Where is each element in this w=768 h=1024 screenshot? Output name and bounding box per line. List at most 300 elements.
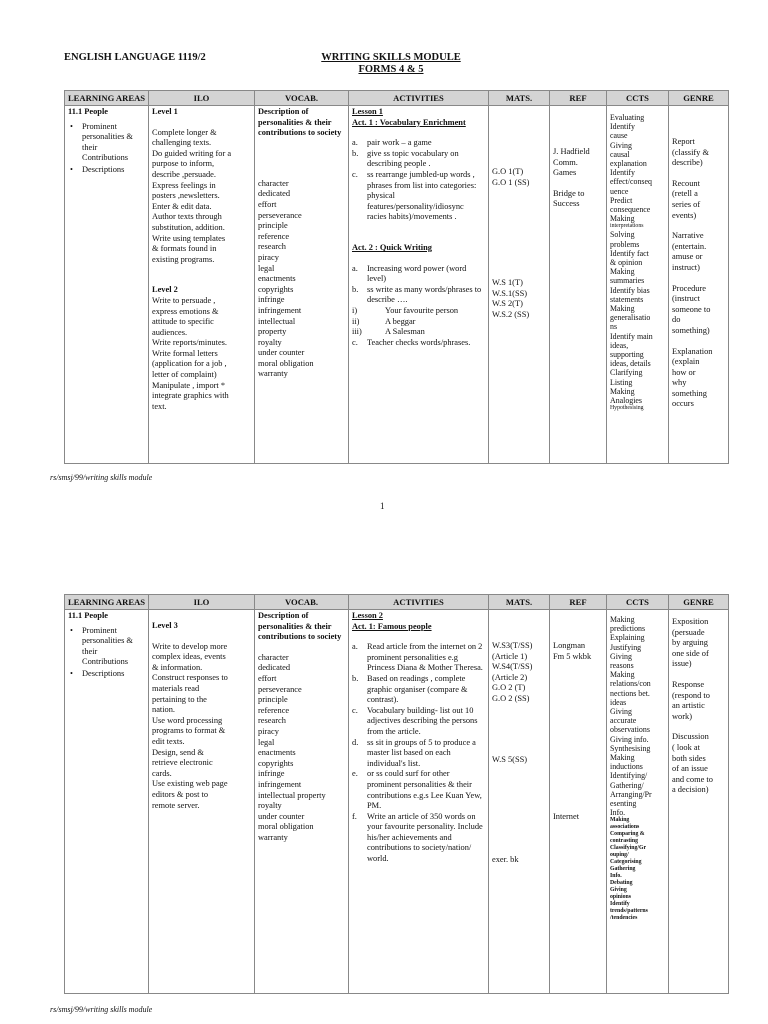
genre-line: Procedure	[672, 283, 706, 293]
ilo-line: letter of complaint)	[152, 370, 217, 380]
genre-line: both sides	[672, 753, 706, 763]
ccts-item: & opinion	[610, 258, 643, 268]
ref-cell	[550, 610, 607, 994]
genre-line: someone to	[672, 304, 711, 314]
page-number: 1	[380, 501, 385, 511]
list-item	[352, 327, 485, 338]
ilo-line: editors & post to	[152, 789, 209, 799]
item-text: Your favourite person	[385, 305, 459, 315]
ilo-line: integrate graphics with	[152, 391, 229, 401]
mats-cell	[489, 610, 550, 994]
ccts-item: Debating	[610, 880, 633, 887]
ilo-line: express emotions &	[152, 306, 219, 316]
level-heading: Level 1	[152, 107, 178, 116]
learning-area-cell	[65, 610, 149, 994]
vocab-word: perseverance	[258, 210, 302, 220]
material-item: W.S3(T/SS)	[492, 641, 533, 650]
activity-list	[352, 138, 485, 223]
genre-line: Response	[672, 679, 705, 689]
ccts-item: opinions	[610, 894, 631, 901]
area-bullets	[68, 626, 145, 680]
vocab-word: infringement	[258, 305, 302, 315]
module-table-2	[64, 594, 729, 994]
ccts-item: statements	[610, 294, 644, 304]
item-marker: b.	[352, 673, 359, 683]
ccts-item: relations/con	[610, 679, 651, 689]
list-item	[352, 138, 485, 149]
reference-item: Internet	[553, 812, 580, 822]
ilo-line: Do guided writing for a	[152, 148, 232, 158]
vocab-word: perseverance	[258, 684, 302, 694]
item-text: give ss topic vocabulary on describing people .	[367, 148, 459, 169]
col-genre: GENRE	[669, 595, 729, 610]
list-item	[352, 338, 485, 349]
activities-cell	[349, 610, 489, 994]
genre-cell	[669, 610, 729, 994]
ccts-item: Giving	[610, 707, 632, 717]
list-item	[352, 317, 485, 328]
list-item	[352, 306, 485, 317]
vocab-word: copyrights	[258, 758, 294, 768]
ccts-item: Synthesising	[610, 743, 651, 753]
ilo-line: substitution, addition.	[152, 222, 225, 232]
list-item: • Descriptions	[82, 165, 145, 176]
ccts-item: ideas	[610, 697, 627, 707]
material-item: W.S.2 (SS)	[492, 309, 530, 319]
vocab-cell	[255, 610, 349, 994]
ccts-item: Giving info.	[610, 734, 649, 744]
ilo-line: Express feelings in	[152, 180, 216, 190]
item-text: Teacher checks words/phrases.	[367, 337, 471, 347]
ccts-item: contrasting	[610, 838, 639, 845]
ccts-item: Giving	[610, 651, 632, 661]
vocab-word: enactments	[258, 748, 296, 758]
vocab-word: infringement	[258, 779, 302, 789]
ccts-item: Making	[610, 615, 635, 624]
activity-heading: Act. 2 : Quick Writing	[352, 242, 432, 252]
ccts-item: consequence	[610, 205, 651, 215]
ccts-item: Making	[610, 304, 635, 314]
ilo-line: text.	[152, 401, 167, 411]
col-activities: ACTIVITIES	[349, 91, 489, 106]
ccts-item: supporting	[610, 350, 644, 360]
genre-line: (entertain.	[672, 241, 707, 251]
ilo-line: programs to format &	[152, 726, 226, 736]
vocab-word: enactments	[258, 274, 296, 284]
ccts-item: Analogies	[610, 396, 642, 406]
col-genre: GENRE	[669, 91, 729, 106]
ccts-item: reasons	[610, 661, 634, 671]
vocab-word: dedicated	[258, 663, 291, 673]
reference-item: Bridge to	[553, 188, 585, 198]
item-text: Based on readings , complete graphic organiser (compare & contrast).	[367, 673, 468, 705]
ccts-item: interpretations	[610, 223, 644, 230]
vocab-word: property	[258, 327, 287, 337]
vocab-heading: Description of personalities & their contributions to society	[258, 107, 342, 138]
ccts-item: Clarifying	[610, 368, 643, 378]
ccts-item: Justifying	[610, 642, 642, 652]
ccts-item: /tendencies	[610, 915, 638, 922]
ccts-item: accurate	[610, 716, 637, 726]
vocab-word: royalty	[258, 801, 282, 811]
ilo-line: (application for a job ,	[152, 359, 227, 369]
ccts-item: ns	[610, 322, 618, 332]
genre-line: why	[672, 378, 687, 388]
reference-item: Fm 5 wkbk	[553, 651, 592, 661]
vocab-word: reference	[258, 705, 290, 715]
col-learning-areas: LEARNING AREAS	[65, 91, 149, 106]
sub-list	[352, 306, 485, 338]
col-ilo: ILO	[149, 91, 255, 106]
genre-line: ( look at	[672, 742, 700, 752]
list-item	[352, 812, 485, 865]
ccts-cell	[607, 106, 669, 464]
ilo-line: nation.	[152, 705, 176, 715]
ccts-item: Making	[610, 267, 635, 277]
item-marker: f.	[352, 811, 357, 821]
area-bullets	[68, 122, 145, 176]
item-marker: i)	[352, 305, 358, 315]
ccts-item: Predict	[610, 195, 633, 205]
document-header	[64, 52, 704, 82]
list-item	[352, 642, 485, 674]
genre-line: do	[672, 315, 681, 325]
ilo-cell	[149, 106, 255, 464]
vocab-word: character	[258, 178, 289, 188]
genre-line: and come to	[672, 774, 713, 784]
ilo-line: describe ,persuade.	[152, 169, 216, 179]
item-marker: a.	[352, 138, 358, 148]
genre-line: (persuade	[672, 627, 705, 637]
genre-line: something)	[672, 325, 710, 335]
ccts-item: uence	[610, 186, 629, 196]
activity-heading: Act. 1 : Vocabulary Enrichment	[352, 117, 466, 127]
ccts-item: problems	[610, 239, 640, 249]
reference-item: Games	[553, 168, 577, 178]
ccts-item: Identify fact	[610, 248, 649, 258]
list-item	[352, 149, 485, 170]
ccts-item: Hypothesising	[610, 405, 644, 412]
vocab-word: infringe	[258, 295, 285, 305]
ccts-item: Making	[610, 753, 635, 763]
item-marker: c.	[352, 169, 358, 179]
vocab-word: effort	[258, 673, 277, 683]
lesson-heading: Lesson 2	[352, 611, 383, 620]
ccts-item: causal	[610, 149, 630, 159]
ilo-cell	[149, 610, 255, 994]
ccts-item: Arranging/Pr	[610, 789, 652, 799]
col-ref: REF	[550, 91, 607, 106]
genre-line: (classify &	[672, 147, 709, 157]
col-ilo: ILO	[149, 595, 255, 610]
table-row	[65, 610, 729, 994]
vocab-word: piracy	[258, 252, 279, 262]
activities-cell	[349, 106, 489, 464]
item-marker: b.	[352, 284, 359, 294]
col-learning-areas: LEARNING AREAS	[65, 595, 149, 610]
col-mats: MATS.	[489, 595, 550, 610]
col-activities: ACTIVITIES	[349, 595, 489, 610]
list-item	[352, 264, 485, 285]
vocab-word: reference	[258, 231, 290, 241]
material-item: G.O 1 (SS)	[492, 177, 530, 187]
vocab-word: principle	[258, 221, 288, 231]
genre-line: a decision)	[672, 785, 709, 795]
genre-line: (retell a	[672, 189, 698, 199]
ilo-line: challenging texts.	[152, 138, 212, 148]
ilo-line: & information.	[152, 662, 203, 672]
reference-item: Success	[553, 199, 580, 209]
ilo-line: Complete longer &	[152, 127, 217, 137]
vocab-word: under counter	[258, 811, 305, 821]
vocab-word: warranty	[258, 369, 288, 379]
ilo-line: retrieve electronic	[152, 758, 213, 768]
list-item	[352, 285, 485, 306]
genre-line: describe)	[672, 158, 703, 168]
vocab-word: intellectual	[258, 316, 296, 326]
ilo-line: posters ,newsletters.	[152, 191, 220, 201]
ilo-line: materials read	[152, 683, 200, 693]
genre-line: by arguing	[672, 638, 708, 648]
material-item: (Article 1)	[492, 651, 528, 661]
item-marker: c.	[352, 337, 358, 347]
item-text: A Salesman	[385, 327, 425, 337]
ref-cell	[550, 106, 607, 464]
ilo-line: Write to persuade ,	[152, 295, 216, 305]
ilo-line: Write to develop more	[152, 641, 228, 651]
ccts-item: Making	[610, 386, 635, 396]
material-item: W.S.1(SS)	[492, 288, 528, 298]
ccts-item: Identify main	[610, 331, 653, 341]
ccts-item: Identify	[610, 122, 635, 132]
ilo-line: Enter & edit data.	[152, 201, 212, 211]
item-marker: ii)	[352, 316, 360, 326]
vocab-word: piracy	[258, 726, 279, 736]
ccts-item: explanation	[610, 159, 647, 169]
item-text: ss sit in groups of 5 to produce a master list based on each individual's list.	[367, 737, 476, 768]
vocab-word: principle	[258, 695, 288, 705]
vocab-cell	[255, 106, 349, 464]
list-item: • Descriptions	[82, 669, 145, 680]
genre-line: how or	[672, 367, 696, 377]
ilo-line: Use existing web page	[152, 779, 228, 789]
page-footer: rs/smsj/99/writing skills module	[50, 1005, 153, 1014]
material-item: W.S 1(T)	[492, 278, 523, 288]
genre-line: (explain	[672, 357, 700, 367]
ilo-line: Construct responses to	[152, 673, 228, 683]
item-text: ss write as many words/phrases to describe ….	[367, 284, 482, 305]
ccts-item: effect/conseq	[610, 177, 652, 187]
module-title-line2: FORMS 4 & 5	[358, 64, 424, 75]
genre-line: an artistic	[672, 701, 705, 711]
page-footer: rs/smsj/99/writing skills module	[50, 473, 153, 482]
vocab-word: under counter	[258, 348, 305, 358]
module-title	[316, 52, 466, 76]
ccts-item: Listing	[610, 377, 633, 387]
ccts-item: summaries	[610, 276, 645, 286]
learning-area-cell	[65, 106, 149, 464]
vocab-word: effort	[258, 199, 277, 209]
ccts-item: Giving	[610, 140, 632, 150]
table-header-row	[65, 595, 729, 610]
list-item	[352, 170, 485, 223]
level-heading: Level 3	[152, 621, 178, 630]
ccts-item: Explaining	[610, 633, 645, 643]
area-title: 11.1 People	[68, 611, 109, 620]
ccts-item: inductions	[610, 762, 643, 772]
ccts-item: ideas,	[610, 340, 629, 350]
vocab-word: warranty	[258, 832, 288, 842]
material-item: W.S4(T/SS)	[492, 662, 533, 672]
ccts-item: Giving	[610, 887, 627, 894]
material-item: G.O 2 (T)	[492, 683, 526, 693]
ilo-line: purpose to inform,	[152, 159, 215, 169]
reference-item: Longman	[553, 641, 586, 650]
list-item	[352, 738, 485, 770]
item-text: pair work – a game	[367, 138, 432, 148]
item-marker: e.	[352, 769, 358, 779]
level-heading: Level 2	[152, 285, 178, 295]
item-text: or ss could surf for other prominent personalities & their contributions e.g.s Lee Kuan Yew, PM.	[367, 769, 482, 811]
ccts-item: cause	[610, 131, 628, 141]
item-marker: a.	[352, 642, 358, 652]
item-text: A beggar	[385, 316, 416, 326]
item-text: Write an article of 350 words on your favourite personality. Include his/her achievements and contributions to society/nation/ world.	[367, 811, 483, 864]
ccts-item: Making	[610, 817, 630, 824]
vocab-word: infringe	[258, 769, 285, 779]
genre-line: instruct)	[672, 262, 700, 272]
ccts-item: observations	[610, 725, 650, 735]
material-item: (Article 2)	[492, 672, 528, 682]
ilo-line: Use word processing	[152, 715, 223, 725]
genre-line: (instruct	[672, 294, 700, 304]
vocab-word: moral obligation	[258, 358, 314, 368]
genre-line: amuse or	[672, 252, 703, 262]
vocab-word: copyrights	[258, 284, 294, 294]
item-text: Read article from the internet on 2 prominent personalities e.g Princess Diana & Mother Theresa.	[367, 642, 483, 673]
ilo-line: Write reports/minutes.	[152, 338, 228, 348]
col-ccts: CCTS	[607, 91, 669, 106]
ilo-line: edit texts.	[152, 736, 185, 746]
genre-cell	[669, 106, 729, 464]
material-item: W.S 5(SS)	[492, 754, 528, 764]
ccts-item: Evaluating	[610, 113, 645, 122]
col-vocab: VOCAB.	[255, 595, 349, 610]
ilo-line: attitude to specific	[152, 317, 214, 327]
item-text: ss rearrange jumbled-up words , phrases from list into categories: physical features/personality/idiosync racies habits)/movements .	[367, 169, 477, 222]
ccts-item: Making	[610, 214, 635, 224]
vocab-word: moral obligation	[258, 822, 314, 832]
item-marker: iii)	[352, 327, 362, 337]
vocab-word: dedicated	[258, 189, 291, 199]
activity-list	[352, 264, 485, 306]
ilo-line: Write using templates	[152, 233, 226, 243]
reference-item: Comm.	[553, 157, 578, 167]
reference-item: J. Hadfield	[553, 147, 590, 156]
genre-line: something	[672, 388, 707, 398]
ccts-cell	[607, 610, 669, 994]
mats-cell	[489, 106, 550, 464]
genre-line: Discussion	[672, 732, 709, 742]
ilo-line: existing programs.	[152, 254, 215, 264]
ilo-line: Write formal letters	[152, 348, 218, 358]
ccts-item: Info.	[610, 873, 622, 880]
ccts-item: Solving	[610, 230, 635, 240]
ccts-item: Gathering/	[610, 780, 644, 790]
material-item: W.S 2(T)	[492, 299, 523, 309]
vocab-word: legal	[258, 263, 275, 273]
vocab-word: character	[258, 652, 289, 662]
list-item	[352, 769, 485, 811]
material-item: exer. bk	[492, 855, 519, 865]
module-table-1	[64, 90, 729, 464]
genre-line: one side of	[672, 648, 709, 658]
col-ccts: CCTS	[607, 595, 669, 610]
genre-line: occurs	[672, 399, 694, 409]
genre-line: Report	[672, 137, 695, 146]
ccts-item: Identify	[610, 901, 630, 908]
genre-line: Explanation	[672, 346, 713, 356]
material-item: G.O 2 (SS)	[492, 693, 530, 703]
col-vocab: VOCAB.	[255, 91, 349, 106]
ccts-item: generalisatio	[610, 313, 651, 323]
genre-line: issue)	[672, 659, 692, 669]
col-ref: REF	[550, 595, 607, 610]
ilo-line: cards.	[152, 768, 172, 778]
vocab-word: research	[258, 242, 286, 252]
ccts-item: Comparing &	[610, 831, 645, 838]
ccts-item: Gathering	[610, 866, 636, 873]
ilo-line: Design, send &	[152, 747, 204, 757]
lesson-heading: Lesson 1	[352, 107, 383, 116]
ilo-line: & formats found in	[152, 244, 217, 254]
list-item	[352, 706, 485, 738]
vocab-word: royalty	[258, 337, 282, 347]
ccts-item: Identifying/	[610, 771, 648, 781]
ccts-item: Info.	[610, 808, 626, 818]
genre-line: of an issue	[672, 764, 708, 774]
ilo-line: audiences.	[152, 327, 188, 337]
genre-line: work)	[672, 711, 693, 721]
col-mats: MATS.	[489, 91, 550, 106]
activity-heading: Act. 1: Famous people	[352, 621, 432, 631]
ccts-item: Identify	[610, 168, 635, 178]
genre-line: Exposition	[672, 617, 709, 626]
item-text: Vocabulary building- list out 10 adjectives describing the persons from the article.	[367, 705, 478, 736]
genre-line: Narrative	[672, 231, 704, 241]
ilo-line: pertaining to the	[152, 694, 207, 704]
item-marker: b.	[352, 148, 359, 158]
genre-line: (respond to	[672, 690, 710, 700]
vocab-word: legal	[258, 737, 275, 747]
vocab-word: research	[258, 716, 286, 726]
vocab-heading: Description of personalities & their contributions to society	[258, 611, 342, 642]
ccts-item: predictions	[610, 624, 646, 634]
table-header-row	[65, 91, 729, 106]
ccts-item: Identify bias	[610, 285, 650, 295]
ccts-item: nections bet.	[610, 688, 650, 698]
ccts-item: Making	[610, 670, 635, 680]
ilo-line: Author texts through	[152, 212, 222, 222]
ccts-item: associations	[610, 824, 640, 831]
list-item: • Prominent personalities & their Contributions	[82, 122, 145, 164]
ccts-item: ouping/	[610, 852, 629, 859]
module-title-line1: WRITING SKILLS MODULE	[321, 52, 461, 63]
genre-line: Recount	[672, 178, 700, 188]
subject-code: ENGLISH LANGUAGE 1119/2	[64, 52, 206, 63]
ccts-item: Categorising	[610, 859, 642, 866]
ilo-line: remote server.	[152, 800, 200, 810]
